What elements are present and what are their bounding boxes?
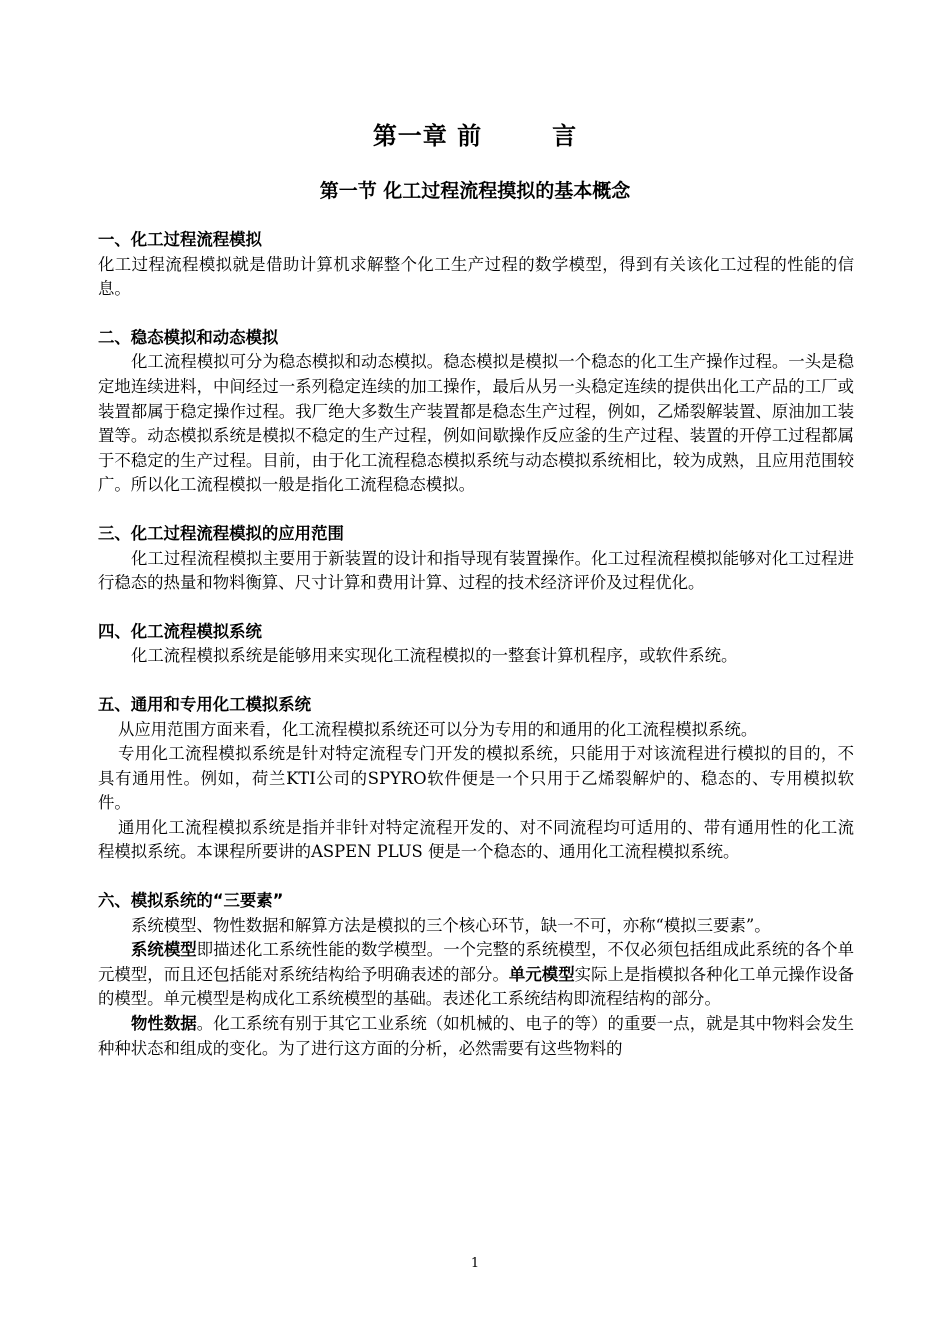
- section-heading: 五、通用和专用化工模拟系统: [98, 694, 312, 714]
- paragraph: 化工流程模拟可分为稳态模拟和动态模拟。稳态模拟是模拟一个稳态的化工生产操作过程。一头是稳定地连续进料，中间经过一系列稳定连续的加工操作，最后从另一头稳定连续的提供出化工产品的工厂或装置都属于稳定操作过程。我厂绝大多数生产装置都是稳态生产过程，例如，乙烯裂解装置、原油加工装置等。动态模拟系统是模拟不稳定的生产过程，例如间歇操作反应釜的生产过程、装置的开停工过程都属于不稳定的生产过程。目前，由于化工流程稳态模拟系统与动态模拟系统相比，较为成熟，且应用范围较广。所以化工流程模拟一般是指化工流程稳态模拟。: [98, 352, 854, 495]
- section-4: [98, 620, 854, 669]
- paragraph: 化工过程流程模拟主要用于新装置的设计和指导现有装置操作。化工过程流程模拟能够对化工过程进行稳态的热量和物料衡算、尺寸计算和费用计算、过程的技术经济评价及过程优化。: [98, 548, 854, 593]
- paragraph: 化工流程模拟系统是能够用来实现化工流程模拟的一整套计算机程序，或软件系统。: [131, 646, 738, 666]
- chapter-title-part2: 言: [552, 122, 578, 150]
- section-heading: 四、化工流程模拟系统: [98, 621, 262, 641]
- section-title: 第一节 化工过程流程摸拟的基本概念: [319, 180, 631, 202]
- paragraph: [98, 938, 854, 1012]
- section-6: [98, 889, 854, 1061]
- paragraph: 专用化工流程模拟系统是针对特定流程专门开发的模拟系统，只能用于对该流程进行模拟的目的，不具有通用性。例如，荷兰KTI公司的SPYRO软件便是一个只用于乙烯裂解炉的、稳态的、专用模拟软件。: [98, 744, 854, 813]
- text-run: 即描述化工系统性能的数学模型。一个完整的系统模型，不仅必须包括组成此系统的各个单元模型，而且还包括能对系统结构给予明确表述的部分。: [98, 940, 855, 984]
- page-number: 1: [470, 1256, 480, 1271]
- paragraph: [98, 1012, 854, 1061]
- body-content: [98, 228, 854, 1061]
- section-3: [98, 522, 854, 596]
- text-run: 。化工系统有别于其它工业系统（如机械的、电子的等）的重要一点，就是其中物料会发生种种状态和组成的变化。为了进行这方面的分析，必然需要有这些物料的: [98, 1014, 855, 1058]
- paragraph: 化工过程流程模拟就是借助计算机求解整个化工生产过程的数学模型，得到有关该化工过程的性能的信息。: [98, 254, 854, 299]
- bold-term: 单元模型: [508, 964, 575, 984]
- section-heading: 三、化工过程流程模拟的应用范围: [98, 523, 344, 543]
- bold-term: 系统模型: [131, 940, 197, 960]
- paragraph: 通用化工流程模拟系统是指并非针对特定流程开发的、对不同流程均可适用的、带有通用性的化工流程模拟系统。本课程所要讲的ASPEN PLUS 便是一个稳态的、通用化工流程模拟系统。: [98, 817, 854, 862]
- section-heading: 二、稳态模拟和动态模拟: [98, 327, 279, 347]
- chapter-title-part1: 第一章 前: [372, 122, 483, 150]
- paragraph: 从应用范围方面来看，化工流程模拟系统还可以分为专用的和通用的化工流程模拟系统。: [118, 719, 758, 739]
- section-5: [98, 693, 854, 865]
- section-1: [98, 228, 854, 302]
- bold-term: 物性数据: [131, 1014, 197, 1034]
- section-heading: 六、模拟系统的“三要素”: [98, 891, 284, 911]
- text-run: 实际上是指模拟各种化工单元操作设备的模型。单元模型是构成化工系统模型的基础。表述化工系统结构即流程结构的部分。: [98, 964, 855, 1009]
- chapter-title: [0, 116, 950, 151]
- paragraph: 系统模型、物性数据和解算方法是模拟的三个核心环节，缺一不可，亦称“模拟三要素”。: [131, 915, 771, 935]
- section-heading: 一、化工过程流程模拟: [98, 230, 262, 249]
- section-2: [98, 326, 854, 498]
